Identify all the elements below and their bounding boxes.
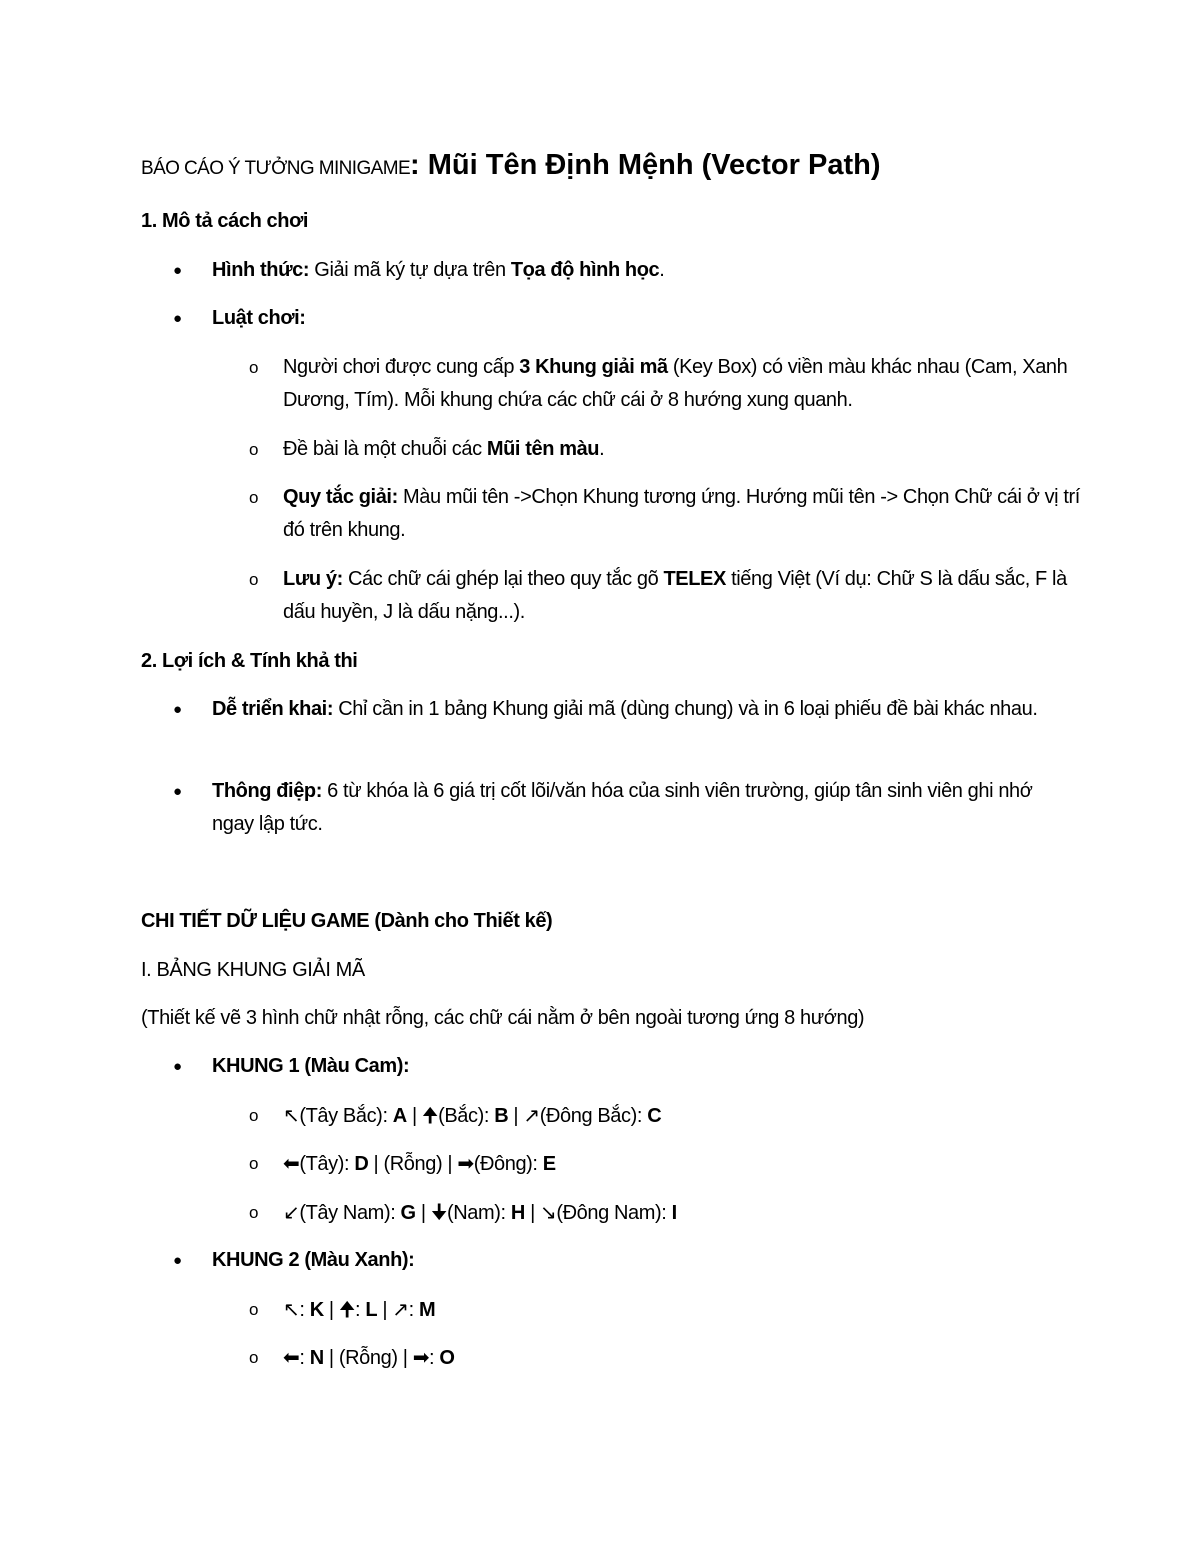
benefit1-text: Chỉ cần in 1 bảng Khung giải mã (dùng chung) và in 6 loại phiếu đề bài khác nhau. — [333, 698, 1038, 720]
bullet-marker: ● — [173, 1252, 182, 1269]
arrow-right-icon: ➡ — [457, 1151, 474, 1175]
dir-label: : — [299, 1347, 310, 1369]
circle-marker: o — [249, 1106, 259, 1125]
circle-marker: o — [249, 570, 259, 589]
separator: | — [377, 1299, 393, 1321]
section2-heading: 2. Lợi ích & Tính khả thi — [141, 650, 358, 672]
khung2-label: KHUNG 2 (Màu Xanh): — [212, 1249, 415, 1271]
bullet-marker: ● — [173, 701, 182, 718]
letter-value: G — [400, 1202, 416, 1224]
dir-label: (Nam): — [446, 1202, 511, 1224]
separator: | — [524, 1202, 541, 1224]
letter-value: B — [494, 1105, 509, 1127]
rule-item-2 — [249, 433, 1083, 466]
rule4-c: Các chữ cái ghép lại theo quy tắc gõ — [342, 568, 664, 590]
circle-marker: o — [249, 1300, 259, 1319]
luat-choi-item — [173, 302, 1072, 335]
separator: | — [406, 1105, 422, 1127]
benefit-item-1 — [173, 693, 1072, 726]
circle-marker: o — [249, 1348, 259, 1367]
circle-marker: o — [249, 488, 259, 507]
khung1-item — [173, 1050, 1072, 1083]
circle-marker: o — [249, 440, 259, 459]
benefit1-label: Dễ triển khai: — [212, 698, 334, 720]
letter-value: N — [309, 1347, 324, 1369]
dir-label: (Tây Nam): — [299, 1202, 401, 1224]
dir-label: : — [408, 1299, 419, 1321]
letter-value: D — [354, 1153, 369, 1175]
dir-label: (Đông): — [473, 1153, 543, 1175]
rule2-b: Mũi tên màu — [486, 438, 600, 460]
circle-marker: o — [249, 1203, 259, 1222]
arrow-left-icon: ⬅ — [283, 1151, 300, 1175]
letter-value: K — [309, 1299, 324, 1321]
hinh-thuc-end: . — [659, 259, 665, 281]
details-subheading: I. BẢNG KHUNG GIẢI MÃ — [141, 959, 365, 981]
dir-label: : — [299, 1299, 310, 1321]
separator: | — [415, 1202, 431, 1224]
separator: | — [508, 1105, 524, 1127]
khung2-row2 — [249, 1341, 1083, 1375]
title-main: Mũi Tên Định Mệnh (Vector Path) — [427, 149, 881, 181]
rule2-a: Đề bài là một chuỗi các — [283, 438, 487, 460]
benefit2-text: 6 từ khóa là 6 giá trị cốt lõi/văn hóa của sinh viên trường, giúp tân sinh viên ghi nhớ ngay lập tức. — [212, 780, 1033, 835]
letter-value: A — [392, 1105, 407, 1127]
bullet-marker: ● — [173, 310, 182, 327]
document-title — [141, 142, 1101, 192]
separator: | (Rỗng) | — [368, 1153, 458, 1175]
rule4-d: TELEX — [663, 568, 726, 590]
dir-label: (Đông Nam): — [556, 1202, 672, 1224]
letter-value: L — [365, 1299, 378, 1321]
letter-value: H — [510, 1202, 525, 1224]
hinh-thuc-bold: Tọa độ hình học — [510, 259, 660, 281]
circle-marker: o — [249, 358, 259, 377]
benefit-item-2 — [173, 775, 1072, 841]
title-colon: : — [410, 149, 428, 181]
dir-label: (Tây): — [299, 1153, 355, 1175]
khung2-item — [173, 1244, 1072, 1277]
dir-label: (Bắc): — [438, 1105, 495, 1127]
circle-marker: o — [249, 1154, 259, 1173]
dir-label: (Tây Bắc): — [299, 1105, 393, 1127]
bullet-marker: ● — [173, 1058, 182, 1075]
arrow-northeast-icon: ↗ — [392, 1297, 409, 1321]
arrow-left-icon: ⬅ — [283, 1345, 300, 1369]
benefit2-label: Thông điệp: — [212, 780, 323, 802]
dir-label: : — [355, 1299, 366, 1321]
khung1-label: KHUNG 1 (Màu Cam): — [212, 1055, 410, 1077]
rule1-c: (Key Box) có viền màu khác nhau (Cam, Xanh Dương, Tím). Mỗi khung chứa các chữ cái ở 8 hướng xung quanh. — [283, 356, 1068, 411]
letter-value: I — [671, 1202, 677, 1224]
letter-value: C — [647, 1105, 662, 1127]
rule1-a: Người chơi được cung cấp — [283, 356, 520, 378]
bullet-marker: ● — [173, 262, 182, 279]
rule-item-3 — [249, 481, 1083, 547]
arrow-southwest-icon: ↙ — [283, 1200, 300, 1224]
letter-value: O — [439, 1347, 455, 1369]
arrow-southeast-icon: ↘ — [540, 1200, 557, 1224]
khung1-row2 — [249, 1147, 1083, 1181]
luat-choi-label: Luật chơi: — [212, 307, 306, 329]
khung1-row1 — [249, 1099, 1083, 1133]
rule4-b: Lưu ý: — [283, 568, 343, 590]
arrow-up-icon: 🠉 — [338, 1297, 356, 1321]
separator: | (Rỗng) | — [323, 1347, 413, 1369]
arrow-northeast-icon: ↗ — [523, 1103, 540, 1127]
rule-item-4 — [249, 563, 1083, 629]
letter-value: M — [418, 1299, 436, 1321]
section1-heading: 1. Mô tả cách chơi — [141, 210, 309, 232]
arrow-northwest-icon: ↖ — [283, 1103, 300, 1127]
hinh-thuc-label: Hình thức: — [212, 259, 310, 281]
rule-item-1 — [249, 351, 1083, 417]
arrow-northwest-icon: ↖ — [283, 1297, 300, 1321]
bullet-marker: ● — [173, 783, 182, 800]
rule1-b: 3 Khung giải mã — [519, 356, 668, 378]
dir-label: (Đông Bắc): — [539, 1105, 648, 1127]
details-note: (Thiết kế vẽ 3 hình chữ nhật rỗng, các chữ cái nằm ở bên ngoài tương ứng 8 hướng) — [141, 1007, 865, 1029]
arrow-right-icon: ➡ — [412, 1345, 430, 1369]
khung2-row1 — [249, 1293, 1083, 1327]
rule3-b: Quy tắc giải: — [283, 486, 398, 508]
rule2-c: . — [599, 438, 605, 460]
dir-label: : — [429, 1347, 440, 1369]
separator: | — [323, 1299, 339, 1321]
details-heading: CHI TIẾT DỮ LIỆU GAME (Dành cho Thiết kế) — [141, 910, 553, 932]
hinh-thuc-text: Giải mã ký tự dựa trên — [309, 259, 511, 281]
rule4-e: tiếng Việt (Ví dụ: Chữ S là dấu sắc, F là dấu huyền, J là dấu nặng...). — [283, 568, 1067, 623]
arrow-down-icon: 🠋 — [430, 1200, 447, 1224]
title-prefix: BÁO CÁO Ý TƯỞNG MINIGAME — [141, 158, 411, 179]
letter-value: E — [542, 1153, 556, 1175]
rule3-c: Màu mũi tên ->Chọn Khung tương ứng. Hướng mũi tên -> Chọn Chữ cái ở vị trí đó trên khung. — [283, 486, 1080, 541]
arrow-up-icon: 🠉 — [421, 1103, 439, 1127]
khung1-row3 — [249, 1196, 1083, 1230]
hinh-thuc-item — [173, 254, 1072, 287]
